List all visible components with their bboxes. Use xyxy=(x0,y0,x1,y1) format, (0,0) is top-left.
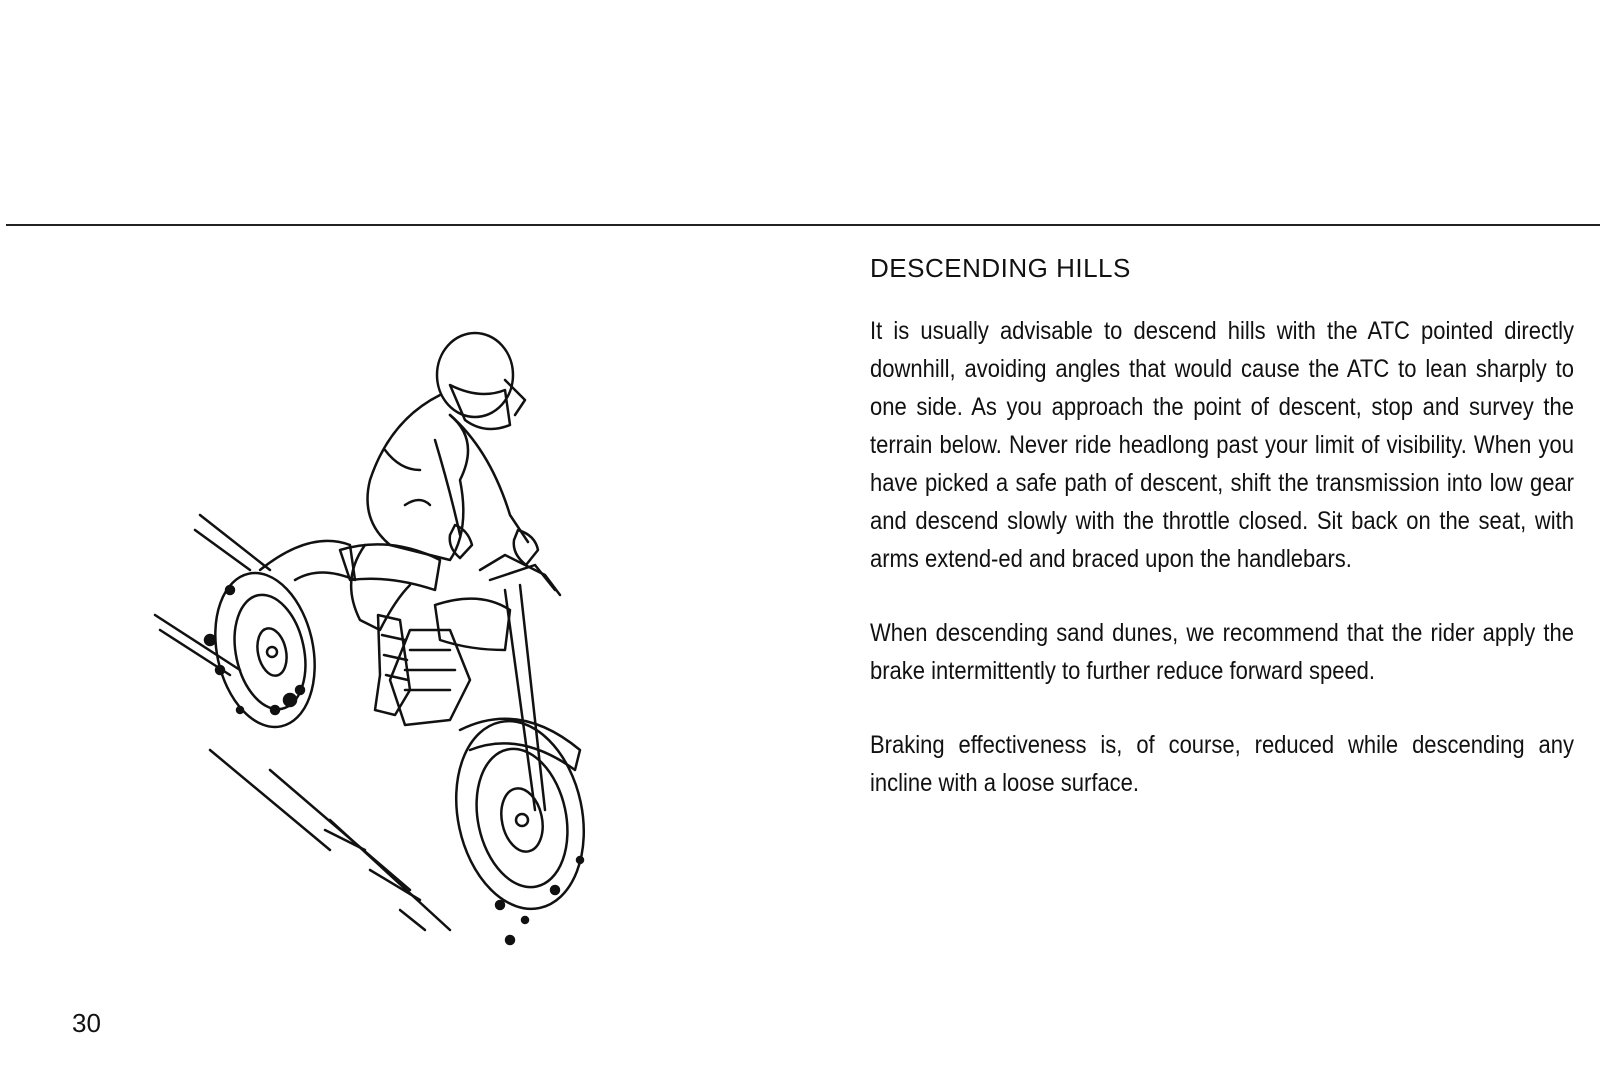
section-text-column xyxy=(870,253,1575,838)
page-number: 30 xyxy=(72,1008,101,1038)
section-heading: DESCENDING HILLS xyxy=(870,253,1131,283)
horizontal-divider xyxy=(6,224,1600,226)
section-paragraph: It is usually advisable to descend hills with the ATC pointed directly downhill, avoiding angles that would cause the ATC to lean sharply to one side. As you approach the point of descent, stop and survey the terrain below. Never ride headlong past your limit of visibility. When you have picked a safe path of descent, shift the transmission into low gear and descend slowly with the throttle closed. Sit back on the seat, with arms extend-ed and braced upon the handlebars. xyxy=(870,317,1574,573)
section-paragraph: When descending sand dunes, we recommend that the rider apply the brake intermittently to further reduce forward speed. xyxy=(870,619,1574,685)
section-paragraph: Braking effectiveness is, of course, reduced while descending any incline with a loose surface. xyxy=(870,731,1574,797)
atc-rider-descending-illustration xyxy=(150,330,640,980)
